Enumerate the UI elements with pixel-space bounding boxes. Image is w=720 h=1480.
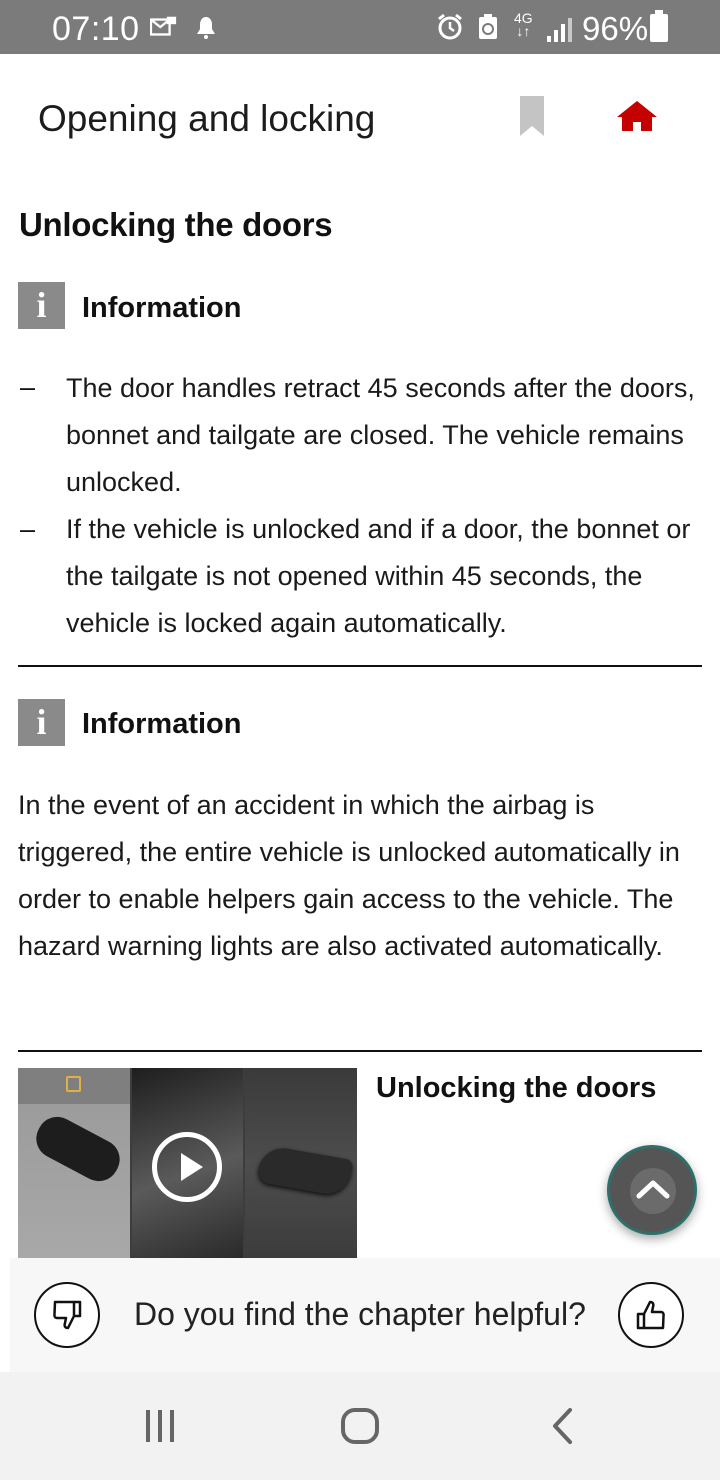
- info-label: Information: [82, 708, 242, 740]
- mail-icon: [150, 14, 178, 40]
- thumbnail-handle-panel: [245, 1068, 357, 1258]
- bookmark-icon[interactable]: [519, 96, 545, 141]
- bullet-dash: –: [20, 372, 36, 402]
- video-title[interactable]: Unlocking the doors: [376, 1072, 657, 1104]
- thumbs-down-button[interactable]: [34, 1282, 100, 1348]
- home-circle-icon[interactable]: [340, 1406, 380, 1446]
- play-icon[interactable]: [152, 1132, 222, 1202]
- bullet-item: If the vehicle is unlocked and if a door, the bonnet or the tailgate is not opened within 45 seconds, the vehicle is locked again automatically.: [66, 514, 691, 638]
- thumbs-down-icon: [50, 1298, 84, 1332]
- back-icon[interactable]: [546, 1406, 578, 1446]
- info-icon: i: [18, 282, 65, 329]
- key-fob-image: [29, 1110, 126, 1188]
- status-time: 07:10: [52, 10, 140, 48]
- thumbnail-key-panel: [18, 1068, 130, 1258]
- feedback-question: Do you find the chapter helpful?: [134, 1296, 586, 1332]
- section-title: Unlocking the doors: [19, 206, 333, 243]
- info-label: Information: [82, 292, 242, 324]
- system-nav-bar: [0, 1372, 720, 1480]
- unlock-icon: [66, 1076, 81, 1092]
- network-type: 4G ↓↑: [514, 10, 533, 39]
- battery-percent: 96%: [582, 10, 649, 47]
- signal-icon: [545, 16, 573, 42]
- feedback-bar: [10, 1258, 720, 1372]
- alarm-icon: [436, 14, 464, 40]
- divider: [18, 1050, 702, 1052]
- thumbs-up-button[interactable]: [618, 1282, 684, 1348]
- app-header: [0, 54, 720, 184]
- scroll-to-top-button[interactable]: [607, 1145, 697, 1235]
- info-icon: i: [18, 699, 65, 746]
- divider: [18, 665, 702, 667]
- video-thumbnail[interactable]: [18, 1068, 357, 1258]
- bullet-item: The door handles retract 45 seconds after the doors, bonnet and tailgate are closed. The vehicle remains unlocked.: [66, 373, 695, 497]
- battery-saver-icon: [474, 14, 502, 40]
- battery-icon: [650, 14, 668, 42]
- status-bar: [0, 0, 720, 54]
- recent-apps-icon[interactable]: [140, 1406, 180, 1446]
- chevron-up-icon: [635, 1178, 671, 1200]
- bullet-dash: –: [20, 514, 36, 544]
- thumbs-up-icon: [634, 1298, 668, 1332]
- home-icon[interactable]: [616, 100, 658, 137]
- page-title: Opening and locking: [38, 98, 376, 139]
- notification-icon: [192, 14, 220, 40]
- door-handle-image: [256, 1144, 353, 1197]
- info-paragraph: In the event of an accident in which the airbag is triggered, the entire vehicle is unlocked automatically in order to enable helpers gain access to the vehicle. The hazard warning lights are also activated automatically.: [18, 790, 680, 961]
